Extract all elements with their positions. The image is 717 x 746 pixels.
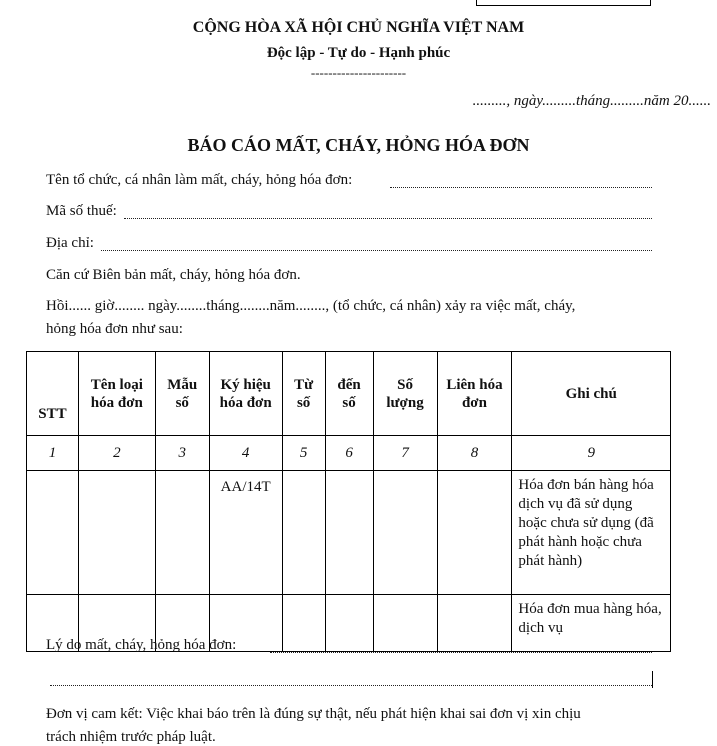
- org-fill-line[interactable]: [390, 187, 652, 188]
- cell[interactable]: [282, 471, 325, 595]
- header-cell: Ký hiệu hóa đơn: [209, 352, 282, 436]
- table-number-row: [27, 436, 671, 471]
- column-number: 1: [27, 436, 79, 471]
- header-cell: Từ số: [282, 352, 325, 436]
- note-cell[interactable]: Hóa đơn mua hàng hóa, dịch vụ: [512, 595, 671, 652]
- date-line: ........., ngày.........tháng.........năm 20......: [472, 93, 711, 109]
- header-cell: Tên loại hóa đơn: [78, 352, 155, 436]
- header-cell: Mẫu số: [155, 352, 209, 436]
- cell[interactable]: [78, 471, 155, 595]
- cell[interactable]: [373, 595, 437, 652]
- column-number: 2: [78, 436, 155, 471]
- reason-fill-line-2[interactable]: [50, 685, 652, 686]
- org-label: Tên tổ chức, cá nhân làm mất, cháy, hỏng hóa đơn:: [46, 172, 353, 188]
- motto-separator: ----------------------: [310, 65, 407, 80]
- country-heading: CỘNG HÒA XÃ HỘI CHỦ NGHĨA VIỆT NAM: [192, 19, 525, 36]
- tax-label: Mã số thuế:: [46, 203, 117, 219]
- time-line-2: hỏng hóa đơn như sau:: [46, 321, 183, 337]
- column-number: 9: [512, 436, 671, 471]
- time-line-1: Hồi...... giờ........ ngày........tháng........năm........, (tổ chức, cá nhân) xảy ra việc mất, cháy,: [46, 298, 576, 314]
- cell[interactable]: [437, 471, 512, 595]
- cell[interactable]: [282, 595, 325, 652]
- reason-fill-line[interactable]: [270, 652, 652, 653]
- basis-text: Căn cứ Biên bản mất, cháy, hỏng hóa đơn.: [46, 267, 301, 283]
- cell[interactable]: [325, 471, 373, 595]
- cell[interactable]: [373, 471, 437, 595]
- column-number: 3: [155, 436, 209, 471]
- cell[interactable]: [325, 595, 373, 652]
- column-number: 6: [325, 436, 373, 471]
- address-fill-line[interactable]: [101, 250, 652, 251]
- column-number: 8: [437, 436, 512, 471]
- header-cell: đến số: [325, 352, 373, 436]
- column-number: 5: [282, 436, 325, 471]
- table-header-row: [27, 352, 671, 436]
- column-number: 4: [209, 436, 282, 471]
- invoice-symbol-cell[interactable]: AA/14T: [209, 471, 282, 595]
- reason-label: Lý do mất, cháy, hỏng hóa đơn:: [46, 637, 237, 653]
- cell[interactable]: [27, 471, 79, 595]
- note-cell[interactable]: Hóa đơn bán hàng hóa dịch vụ đã sử dụng hoặc chưa sử dụng (đã phát hành hoặc chưa phát hành): [512, 471, 671, 595]
- text-cursor: [652, 671, 653, 688]
- invoice-table: [26, 351, 671, 652]
- top-frame-box: [476, 0, 651, 6]
- table-row: [27, 471, 671, 595]
- column-number: 7: [373, 436, 437, 471]
- cell[interactable]: [437, 595, 512, 652]
- commitment-line-1: Đơn vị cam kết: Việc khai báo trên là đúng sự thật, nếu phát hiện khai sai đơn vị xin chịu: [46, 706, 581, 722]
- commitment-line-2: trách nhiệm trước pháp luật.: [46, 729, 216, 745]
- motto: Độc lập - Tự do - Hạnh phúc: [266, 45, 451, 61]
- header-cell: Ghi chú: [512, 352, 671, 436]
- header-cell: STT: [27, 352, 79, 436]
- cell[interactable]: [155, 471, 209, 595]
- header-cell: Số lượng: [373, 352, 437, 436]
- header-cell: Liên hóa đơn: [437, 352, 512, 436]
- page-title: BÁO CÁO MẤT, CHÁY, HỎNG HÓA ĐƠN: [187, 135, 530, 155]
- address-label: Địa chỉ:: [46, 235, 94, 251]
- tax-fill-line[interactable]: [124, 218, 652, 219]
